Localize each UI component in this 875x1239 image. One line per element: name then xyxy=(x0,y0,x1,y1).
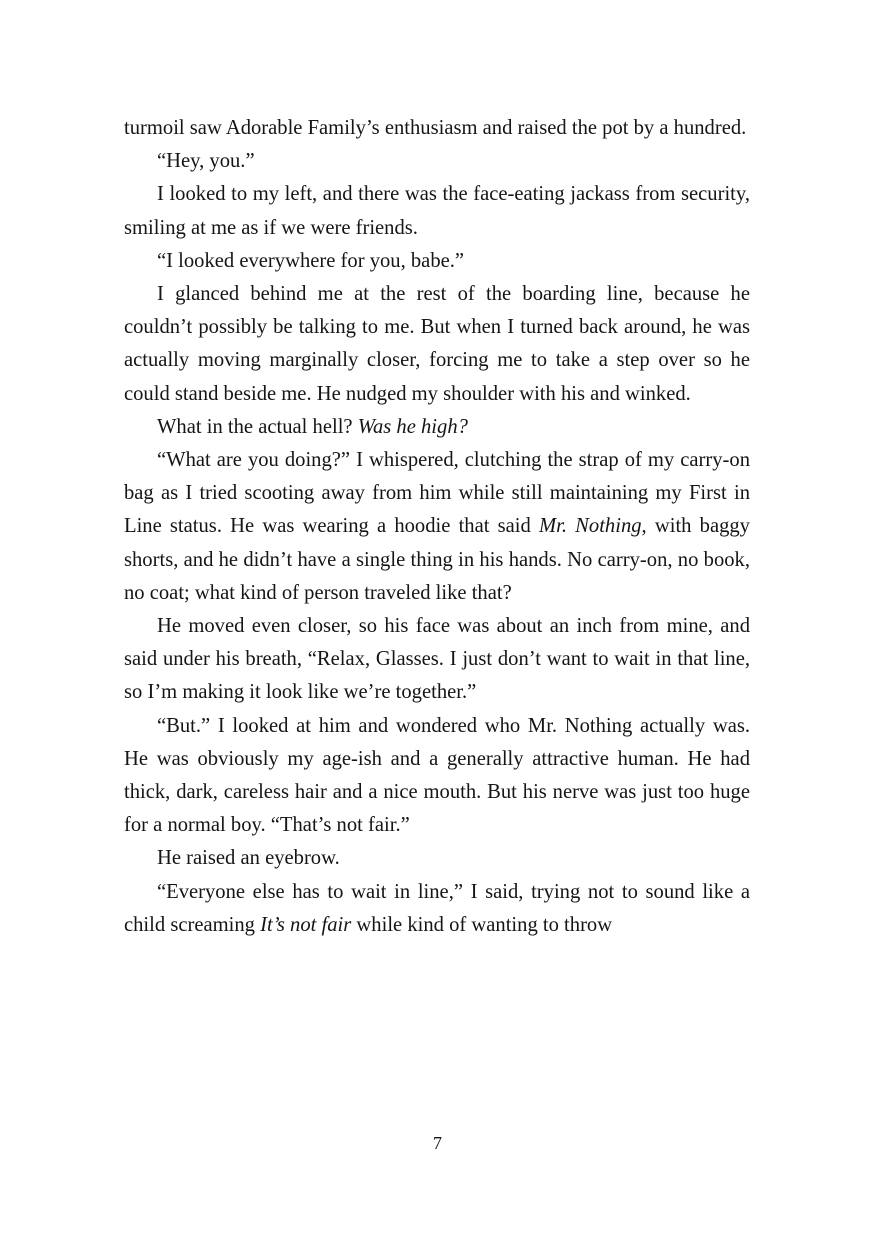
paragraph xyxy=(124,842,750,875)
text-run: He raised an eyebrow. xyxy=(157,847,340,870)
text-run: “What are you doing?” I whispered, clutching the strap of my carry-on bag as I tried scooting away from him while still maintaining my First in Line status. He was wearing a hoodie that said xyxy=(124,449,750,538)
text-run: “Hey, you.” xyxy=(157,150,255,173)
paragraph xyxy=(124,610,750,710)
text-run: turmoil saw Adorable Family’s enthusiasm and raised the pot by a hundred. xyxy=(124,117,747,139)
page-number: 7 xyxy=(433,1133,442,1153)
text-run: I looked to my left, and there was the face-eating jackass from security, smiling at me as if we were friends. xyxy=(124,183,750,239)
paragraph xyxy=(124,411,750,444)
text-run: He moved even closer, so his face was about an inch from mine, and said under his breath, “Relax, Glasses. I just don’t want to wait in that line, so I’m making it look like we’re together.” xyxy=(124,615,750,704)
paragraph xyxy=(124,710,750,843)
italic-emphasis: Was he high? xyxy=(357,415,468,438)
paragraph xyxy=(124,178,750,244)
paragraph xyxy=(124,245,750,278)
paragraph xyxy=(124,876,750,942)
text-run: “I looked everywhere for you, babe.” xyxy=(157,249,465,272)
text-run: , with baggy shorts, and he didn’t have a single thing in his hands. No carry-on, no book, no coat; what kind of person traveled like that? xyxy=(124,515,750,604)
text-run: “Everyone else has to wait in line,” I said, trying not to sound like a child screaming xyxy=(124,880,750,936)
text-run: “But.” I looked at him and wondered who Mr. Nothing actually was. He was obviously my age-ish and a generally attractive human. He had thick, dark, careless hair and a nice mouth. But his nerve was just too huge for a normal boy. “That’s not fair.” xyxy=(124,714,750,837)
body-text-block xyxy=(124,112,750,942)
text-run: I glanced behind me at the rest of the boarding line, because he couldn’t possibly be talking to me. But when I turned back around, he was actually moving marginally closer, forcing me to take a step over so he could stand beside me. He nudged my shoulder with his and winked. xyxy=(124,283,750,405)
paragraph xyxy=(124,278,750,411)
italic-emphasis: Mr. Nothing xyxy=(538,515,642,538)
paragraph xyxy=(124,112,750,145)
text-run: What in the actual hell? xyxy=(157,415,358,438)
paragraph xyxy=(124,145,750,178)
paragraph xyxy=(124,444,750,610)
italic-emphasis: It’s not fair xyxy=(260,913,352,936)
text-run: while kind of wanting to throw xyxy=(351,913,613,936)
